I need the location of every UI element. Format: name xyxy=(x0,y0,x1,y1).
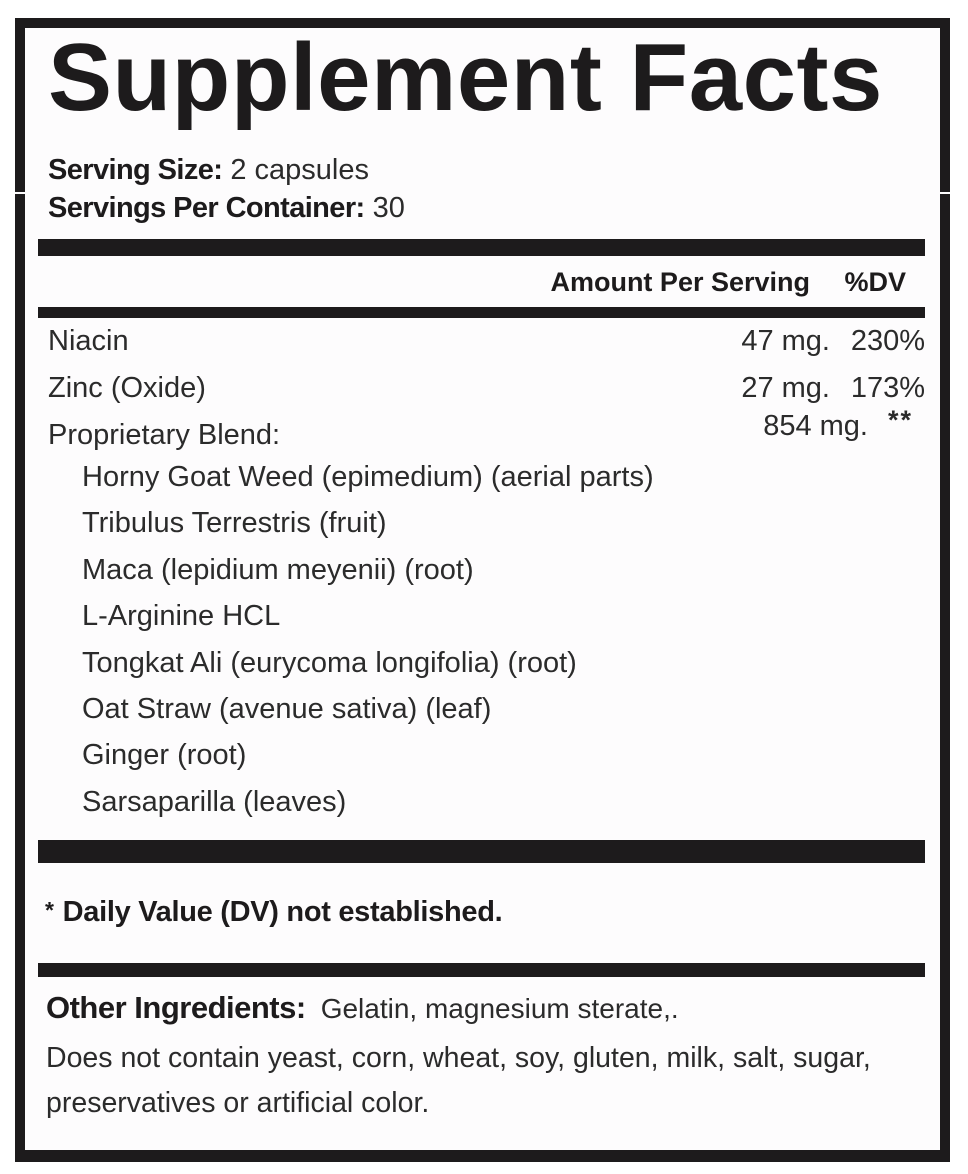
blend-ingredient: Horny Goat Weed (epimedium) (aerial parts) xyxy=(82,461,654,493)
allergen-statement-line-1: Does not contain yeast, corn, wheat, soy, gluten, milk, salt, sugar, xyxy=(46,1042,871,1074)
column-header-amount-per-serving: Amount Per Serving xyxy=(550,267,810,297)
table-header-row xyxy=(25,266,940,298)
serving-size-row xyxy=(48,154,369,186)
nutrient-dv: 230% xyxy=(850,325,925,357)
label-title: Supplement Facts xyxy=(48,24,883,131)
other-ingredients-label: Other Ingredients: xyxy=(46,990,306,1025)
footnote-asterisk: * xyxy=(45,897,54,923)
nutrient-row-zinc xyxy=(25,372,940,408)
nutrient-name: Proprietary Blend: xyxy=(48,419,281,451)
divider-bar-heavy-top xyxy=(38,239,925,256)
servings-per-container-row xyxy=(48,192,405,224)
nutrient-dv: 173% xyxy=(850,372,925,404)
blend-ingredient: Oat Straw (avenue sativa) (leaf) xyxy=(82,693,492,726)
other-ingredients-row xyxy=(46,988,679,1029)
column-header-percent-dv: %DV xyxy=(844,267,906,297)
left-border-seam xyxy=(15,192,25,194)
blend-ingredient: Maca (lepidium meyenii) (root) xyxy=(82,553,474,586)
other-ingredients-value: Gelatin, magnesium sterate,. xyxy=(320,993,679,1024)
divider-bar-heavy-middle xyxy=(38,840,925,863)
nutrient-dv-asterisks: ** xyxy=(887,405,913,435)
nutrient-row-niacin xyxy=(25,325,940,361)
divider-bar-under-header xyxy=(38,307,925,318)
divider-bar-above-other-ingredients xyxy=(38,963,925,977)
serving-size-label: Serving Size: xyxy=(48,154,223,186)
nutrient-name: Niacin xyxy=(48,325,129,357)
blend-ingredient: Tongkat Ali (eurycoma longifolia) (root) xyxy=(82,646,577,679)
daily-value-footnote xyxy=(45,894,502,928)
nutrient-amount: 27 mg. xyxy=(741,372,830,404)
blend-ingredient: Tribulus Terrestris (fruit) xyxy=(82,507,387,540)
right-border-seam xyxy=(940,192,950,194)
nutrient-row-proprietary-blend xyxy=(25,405,940,455)
allergen-statement-line-2: preservatives or artificial color. xyxy=(46,1087,430,1119)
nutrient-amount: 47 mg. xyxy=(741,325,830,357)
nutrient-amount: 854 mg. xyxy=(763,410,868,442)
blend-ingredient: L-Arginine HCL xyxy=(82,600,281,633)
nutrient-name: Zinc (Oxide) xyxy=(48,372,206,404)
blend-ingredient: Ginger (root) xyxy=(82,739,247,772)
serving-size-value: 2 capsules xyxy=(230,154,369,186)
servings-per-container-value: 30 xyxy=(372,192,405,224)
supplement-facts-label xyxy=(15,18,950,1162)
footnote-text: Daily Value (DV) not established. xyxy=(62,896,503,928)
servings-per-container-label: Servings Per Container: xyxy=(48,192,365,224)
blend-ingredient: Sarsaparilla (leaves) xyxy=(82,785,347,818)
proprietary-blend-ingredient-list xyxy=(82,454,654,825)
